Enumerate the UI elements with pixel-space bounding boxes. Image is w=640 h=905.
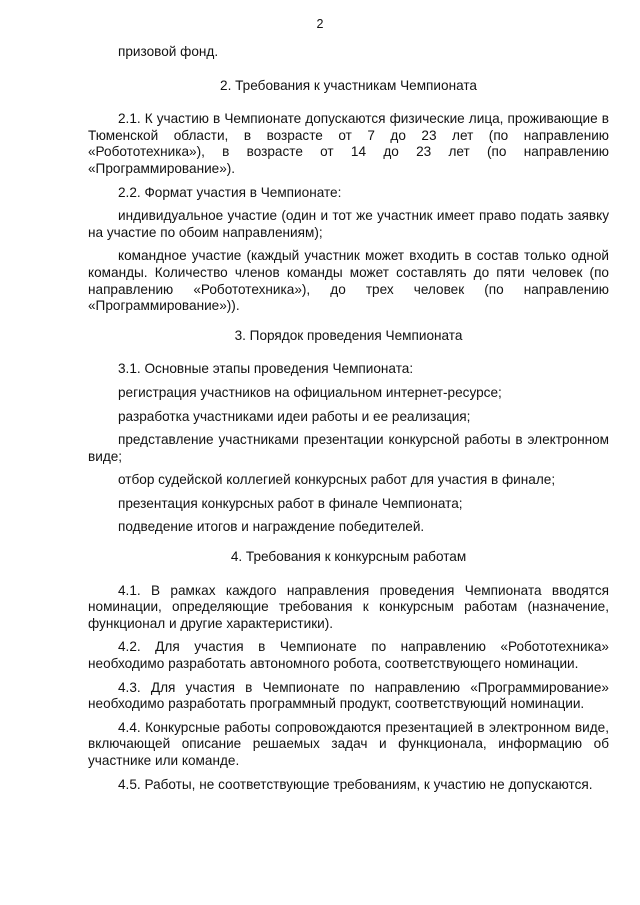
section-3-paragraph-2: регистрация участников на официальном интернет-ресурсе; xyxy=(118,384,502,400)
section-3-heading: 3. Порядок проведения Чемпионата xyxy=(234,327,463,343)
section-2-heading: 2. Требования к участникам Чемпионата xyxy=(220,77,477,93)
section-4-paragraph-5: 4.5. Работы, не соответствующие требованиям, к участию не допускаются. xyxy=(118,776,593,792)
document-body xyxy=(88,44,609,800)
intro-fragment: призовой фонд. xyxy=(118,44,219,59)
section-3-paragraph-4: представление участниками презентации конкурсной работы в электронном виде; xyxy=(88,432,609,464)
section-3-paragraph-6: презентация конкурсных работ в финале Чемпионата; xyxy=(118,495,463,511)
section-3-paragraph-7: подведение итогов и награждение победителей. xyxy=(118,519,425,535)
section-2-paragraph-3: индивидуальное участие (один и тот же участник имеет право подать заявку на участие по обоим направлениям); xyxy=(88,208,609,240)
section-2-paragraph-2: 2.2. Формат участия в Чемпионате: xyxy=(118,184,342,200)
section-3-paragraph-3: разработка участниками идеи работы и ее реализация; xyxy=(118,408,471,424)
section-2-paragraph-4: командное участие (каждый участник может входить в состав только одной команды. Количество членов команды может составлять до пяти человек (по направлению «Робототехника»), до трех человек (по направлению «Программирование»)). xyxy=(88,248,609,314)
section-3-paragraph-1: 3.1. Основные этапы проведения Чемпионата: xyxy=(118,361,414,377)
page-number: 2 xyxy=(316,17,324,31)
section-4-heading: 4. Требования к конкурсным работам xyxy=(230,549,467,565)
section-4-paragraph-4: 4.4. Конкурсные работы сопровождаются презентацией в электронном виде, включающей описание решаемых задач и функционала, информацию об участнике или команде. xyxy=(88,719,609,768)
section-4-paragraph-1: 4.1. В рамках каждого направления проведения Чемпионата вводятся номинации, определяющие требования к конкурсным работам (назначение, функционал и другие характеристики). xyxy=(88,582,609,631)
section-4-paragraph-3: 4.3. Для участия в Чемпионате по направлению «Программирование» необходимо разработать программный продукт, соответствующий номинации. xyxy=(88,679,609,712)
section-2-paragraph-1: 2.1. К участию в Чемпионате допускаются физические лица, проживающие в Тюменской области, в возрасте от 7 до 23 лет (по направлению «Робототехника»), в возрасте от 14 до 23 лет (по направлению «Программирование»). xyxy=(88,111,609,176)
section-4-paragraph-2: 4.2. Для участия в Чемпионате по направлению «Робототехника» необходимо разработать автономного робота, соответствующего номинации. xyxy=(88,639,609,672)
section-3-paragraph-5: отбор судейской коллегией конкурсных работ для участия в финале; xyxy=(118,472,556,488)
